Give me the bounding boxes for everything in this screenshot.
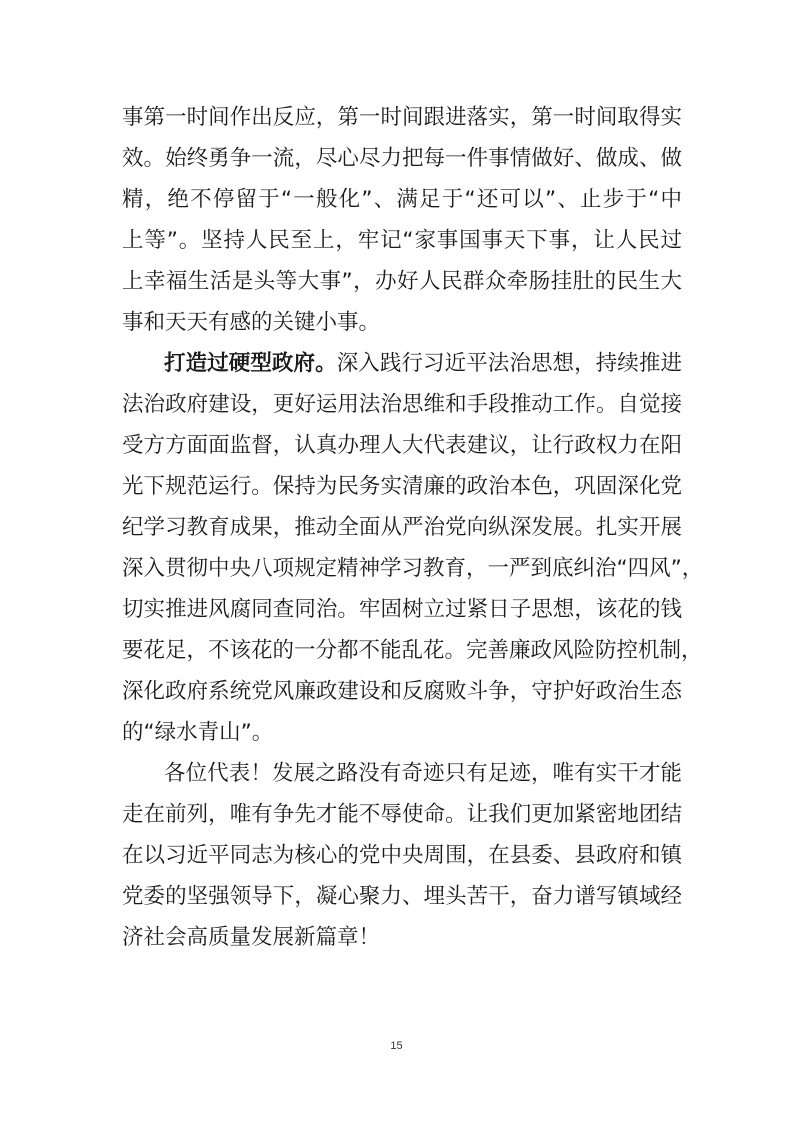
page-number: 15 — [390, 1040, 403, 1052]
paragraph-3-line-1: 各位代表！发展之路没有奇迹只有足迹，唯有实干才能 — [164, 761, 682, 786]
paragraph-2-line-8: 要花足，不该花的一分都不能乱花。完善廉政风险防控机制， — [122, 638, 703, 663]
paragraph-2-line-2: 法治政府建设，更好运用法治思维和手段推动工作。自觉接 — [122, 392, 682, 417]
paragraph-3-line-3: 在以习近平同志为核心的党中央周围，在县委、县政府和镇 — [122, 843, 682, 868]
paragraph-1-line-2: 效。始终勇争一流，尽心尽力把每一件事情做好、做成、做 — [122, 146, 682, 171]
paragraph-2-line-10: 的“绿水青山”。 — [122, 720, 274, 745]
paragraph-3-line-2: 走在前列，唯有争先才能不辱使命。让我们更加紧密地团结 — [122, 802, 682, 827]
paragraph-1-line-6: 事和天天有感的关键小事。 — [122, 310, 381, 335]
paragraph-1-line-1: 事第一时间作出反应，第一时间跟进落实，第一时间取得实 — [122, 105, 682, 130]
paragraph-2-line-5: 纪学习教育成果，推动全面从严治党向纵深发展。扎实开展 — [122, 515, 682, 540]
paragraph-1-line-4: 上等”。坚持人民至上，牢记“家事国事天下事，让人民过 — [122, 228, 682, 253]
paragraph-3-line-5: 济社会高质量发展新篇章！ — [122, 925, 381, 950]
paragraph-1-line-5: 上幸福生活是头等大事”，办好人民群众牵肠挂肚的民生大 — [122, 269, 682, 294]
paragraph-2-line-1 — [164, 349, 682, 379]
paragraph-1-line-3: 精，绝不停留于“一般化”、满足于“还可以”、止步于“中 — [122, 187, 682, 212]
paragraph-2-line-3: 受方方面面监督，认真办理人大代表建议，让行政权力在阳 — [122, 433, 682, 458]
paragraph-2-heading: 打造过硬型政府。 — [164, 351, 337, 376]
paragraph-2-line-1-text: 深入践行习近平法治思想，持续推进 — [336, 351, 682, 376]
paragraph-2-line-7: 切实推进风腐同查同治。牢固树立过紧日子思想，该花的钱 — [122, 597, 682, 622]
paragraph-2-line-6: 深入贯彻中央八项规定精神学习教育，一严到底纠治“四风”， — [122, 556, 704, 581]
paragraph-2-line-9: 深化政府系统党风廉政建设和反腐败斗争，守护好政治生态 — [122, 679, 682, 704]
paragraph-3-line-4: 党委的坚强领导下，凝心聚力、埋头苦干，奋力谱写镇域经 — [122, 884, 682, 909]
paragraph-2-line-4: 光下规范运行。保持为民务实清廉的政治本色，巩固深化党 — [122, 474, 682, 499]
